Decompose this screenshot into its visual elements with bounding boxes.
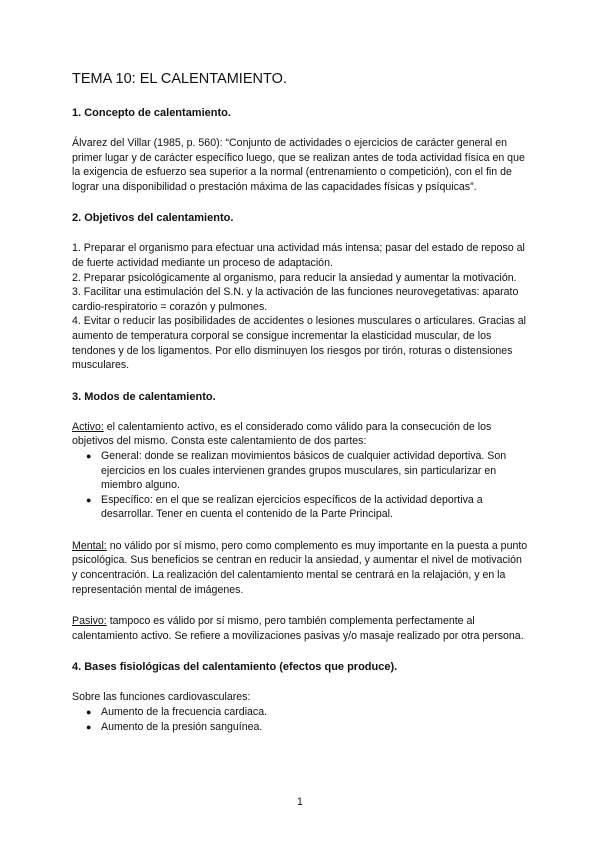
- mode-activo-label: Activo:: [72, 420, 104, 433]
- section-1-definition: Álvarez del Villar (1985, p. 560): “Conjunto de actividades o ejercicios de carácter general en primer lugar y de carácter específico luego, que se realizan antes de toda actividad física en que la exigencia de esfuerzo sea superior a la normal (entrenamiento o competición), con el fin de lograr una disponibilidad o prestación máxima de las capacidades físicas y psíquicas”.: [72, 137, 525, 193]
- activo-parts-list: [72, 449, 530, 522]
- objective-item: 1. Preparar el organismo para efectuar una actividad más intensa; pasar del estado de reposo al de fuerte actividad mediante un proceso de adaptación.: [72, 242, 525, 269]
- section-1-heading: 1. Concepto de calentamiento.: [72, 107, 231, 119]
- mode-mental-text: no válido por sí mismo, pero como complemento es muy importante en la puesta a punto psicológica. Sus beneficios se centran en reducir la ansiedad, y aumentar el nivel de motivación y concentración. La realización del calentamiento mental se centrará en la relajación, y en la representación mental de imágenes.: [72, 539, 528, 596]
- list-item: ● Aumento de la frecuencia cardiaca.: [86, 706, 268, 719]
- section-4-intro: Sobre las funciones cardiovasculares:: [72, 691, 251, 704]
- list-item: ● Aumento de la presión sanguínea.: [86, 720, 263, 733]
- bullet-icon: ●: [86, 450, 92, 461]
- mode-pasivo-label: Pasivo:: [72, 615, 107, 628]
- list-item: ● Específico: en el que se realizan ejercicios específicos de la actividad deportiva a desarrollar. Tener en cuenta el contenido de la Parte Principal.: [86, 493, 483, 521]
- section-3-heading: 3. Modos de calentamiento.: [72, 390, 216, 403]
- mode-activo-text: el calentamiento activo, es el considerado como válido para la consecución de los objetivos del mismo. Consta este calentamiento de dos partes:: [72, 420, 492, 448]
- document-title: TEMA 10: EL CALENTAMIENTO.: [72, 71, 287, 87]
- page-content: [72, 70, 530, 751]
- objective-item: 2. Preparar psicológicamente al organismo, para reducir la ansiedad y aumentar la motivación.: [72, 271, 517, 284]
- list-item: ● General: donde se realizan movimientos básicos de cualquier actividad deportiva. Son ejercicios en los cuales intervienen grandes grupos musculares, sin particularizar en miembro alguno.: [86, 449, 507, 492]
- page-number: 1: [297, 796, 303, 808]
- bullet-icon: ●: [86, 721, 92, 732]
- section-4-heading: 4. Bases fisiológicas del calentamiento (efectos que produce).: [72, 661, 398, 674]
- mode-pasivo-paragraph: [72, 614, 530, 643]
- bullet-icon: ●: [86, 494, 92, 505]
- section-2-heading: 2. Objetivos del calentamiento.: [72, 212, 234, 225]
- mode-pasivo-text: tampoco es válido por sí mismo, pero también complementa perfectamente al calentamiento activo. Se refiere a movilizaciones pasivas y/o masaje realizado por otra persona.: [72, 615, 524, 642]
- mode-mental-label: Mental:: [72, 539, 107, 552]
- mode-mental-paragraph: [72, 539, 530, 597]
- objective-item: 4. Evitar o reducir las posibilidades de accidentes o lesiones musculares o articulares. Gracias al aumento de temperatura corporal se consigue incrementar la elasticidad muscular, de los tendones y de los ligamentos. Por ello disminuyen los riesgos por tirón, roturas o distensiones musculares.: [72, 315, 526, 372]
- objective-item: 3. Facilitar una estimulación del S.N. y la activación de las funciones neurovegetativas: aparato cardio-respiratorio = corazón y pulmones.: [72, 286, 519, 313]
- bullet-icon: ●: [86, 707, 92, 718]
- cardiovascular-effects-list: [72, 705, 530, 734]
- mode-activo-paragraph: [72, 420, 530, 449]
